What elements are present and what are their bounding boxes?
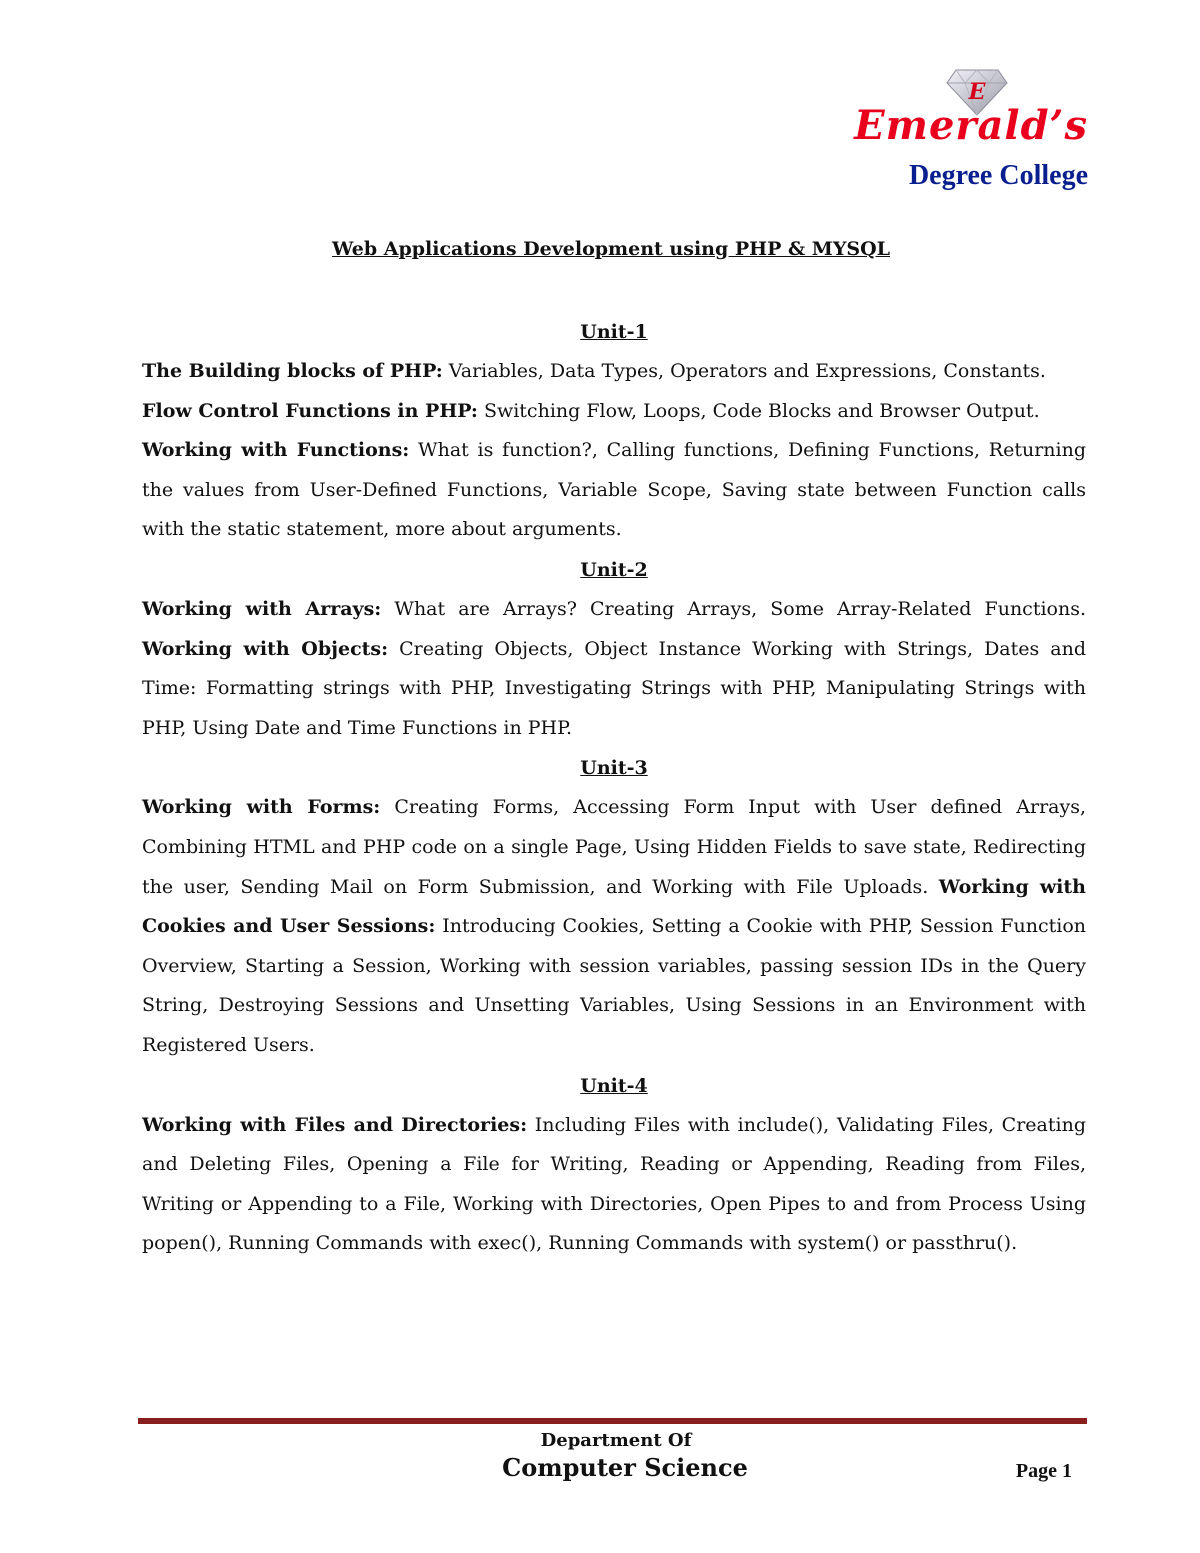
footer-department-name: Computer Science — [502, 1453, 748, 1482]
unit-heading: Unit-3 — [580, 757, 648, 780]
syllabus-content — [142, 312, 1086, 1264]
page-number: Page 1 — [1015, 1460, 1072, 1482]
topic-paragraph: Working with Forms: Creating Forms, Accessing Form Input with User defined Arrays, Combining HTML and PHP code on a single Page, Using Hidden Fields to save state, Redirecting the user, Sending Mail on Form Submission, and Working with File Uploads. Working with Cookies and User Sessions: Introducing Cookies, Setting a Cookie with PHP, Session Function Overview, Starting a Session, Working with session variables, passing session IDs in the Query String, Destroying Sessions and Unsetting Variables, Using Sessions in an Environment with Registered Users. — [142, 796, 1087, 1056]
topic-paragraph: Working with Files and Directories: Including Files with include(), Validating Files, Creating and Deleting Files, Opening a File for Writing, Reading or Appending, Reading from Files, Writing or Appending to a File, Working with Directories, Open Pipes to and from Process Using popen(), Running Commands with exec(), Running Commands with system() or passthru(). — [142, 1113, 1086, 1255]
college-logo — [854, 64, 1088, 204]
topic-paragraph: Flow Control Functions in PHP: Switching Flow, Loops, Code Blocks and Browser Output. — [142, 399, 1040, 422]
footer-department-of: Department Of — [540, 1430, 692, 1451]
unit-heading: Unit-4 — [580, 1074, 648, 1097]
topic-paragraph: Working with Functions: What is function?, Calling functions, Defining Functions, Returning the values from User-Defined Functions, Variable Scope, Saving state between Function calls with the static statement, more about arguments. — [142, 439, 1086, 541]
topic-paragraph: Working with Arrays: What are Arrays? Creating Arrays, Some Array-Related Functions. Working with Objects: Creating Objects, Object Instance Working with Strings, Dates and Time: Formatting strings with PHP, Investigating Strings with PHP, Manipulating Strings with PHP, Using Date and Time Functions in PHP. — [142, 597, 1087, 739]
footer-divider — [138, 1418, 1087, 1424]
unit-heading: Unit-1 — [580, 321, 648, 343]
page-title: Web Applications Development using PHP & MYSQL — [331, 238, 891, 260]
unit-heading: Unit-2 — [580, 558, 648, 581]
topic-paragraph: The Building blocks of PHP: Variables, Data Types, Operators and Expressions, Constants. — [142, 360, 1046, 382]
svg-text:E: E — [968, 79, 986, 105]
college-brand-name: Emerald’s — [854, 102, 1088, 149]
college-subtitle: Degree College — [908, 160, 1088, 191]
